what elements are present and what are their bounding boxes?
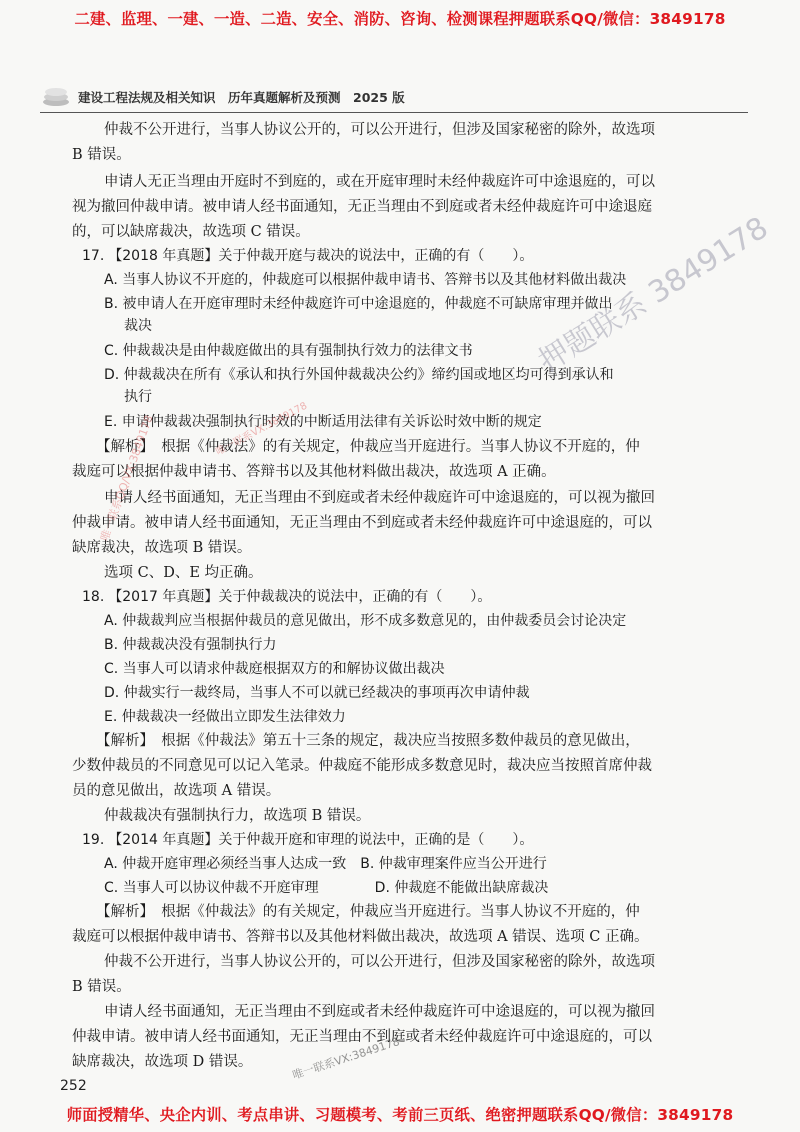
text-line [72,463,556,481]
text-line [72,539,251,557]
text-line [96,903,640,921]
text-line [104,121,655,139]
question-number: 17. [82,248,105,264]
watermark-text: 押题联系 3849178 [532,210,775,380]
text-line [104,879,548,897]
text-line [124,388,152,406]
line-text: 仲裁不公开进行，当事人协议公开的，可以公开进行，但涉及国家秘密的除外，故选项 [104,954,655,970]
text-line [104,855,547,873]
text-line [104,807,370,825]
text-line [104,564,263,582]
text-line [72,514,652,532]
question-number: 19. [82,832,105,848]
line-text: C. 仲裁裁决是由仲裁庭做出的具有强制执行效力的法律文书 [104,343,473,359]
line-text: 裁庭可以根据仲裁申请书、答辩书以及其他材料做出裁决，故选项 A 错误、选项 C 正确。 [72,929,649,945]
line-text: 视为撤回仲裁申请。被申请人经书面通知，无正当理由不到庭或者未经仲裁庭许可中途退庭 [72,199,652,215]
text-line [104,413,542,431]
watermark-text: 唯一联系VX:3849178 [290,1035,402,1082]
line-text: D. 仲裁裁决在所有《承认和执行外国仲裁裁决公约》缔约国或地区均可得到承认和 [104,367,614,383]
line-text: B. 被申请人在开庭审理时未经仲裁庭许可中途退庭的，仲裁庭不可缺席审理并做出 [104,296,613,312]
question-number: 18. [82,589,105,605]
line-text: C. 当事人可以请求仲裁庭根据双方的和解协议做出裁决 [104,661,445,677]
text-line [72,757,652,775]
line-text: 申请人无正当理由开庭时不到庭的，或在开庭审理时未经仲裁庭许可中途退庭的，可以 [104,174,655,190]
text-line [104,612,626,630]
line-text: 仲裁申请。被申请人经书面通知，无正当理由不到庭或者未经仲裁庭许可中途退庭的，可以 [72,515,652,531]
line-text: 裁庭可以根据仲裁申请书、答辩书以及其他材料做出裁决，故选项 A 正确。 [72,464,556,480]
line-text: 【解析】 根据《仲裁法》第五十三条的规定，裁决应当按照多数仲裁员的意见做出， [96,733,640,749]
line-text: C. 当事人可以协议仲裁不开庭审理 D. 仲裁庭不能做出缺席裁决 [104,880,549,896]
text-line [104,366,614,384]
line-text: 执行 [124,389,152,405]
line-text: 缺席裁决，故选项 B 错误。 [72,540,252,556]
bottom-promo-banner: 师面授精华、央企内训、考点串讲、习题模考、考前三页纸、绝密押题联系QQ/微信：3849178 [66,1106,734,1124]
question-line [82,247,533,265]
line-text: 的，可以缺席裁决，故选项 C 错误。 [72,224,310,240]
text-line [104,636,277,654]
text-line [72,146,131,164]
line-text: 缺席裁决，故选项 D 错误。 [72,1054,253,1070]
text-line [72,782,280,800]
question-line [82,831,533,849]
text-line [96,438,640,456]
line-text: A. 仲裁开庭审理必须经当事人达成一致 B. 仲裁审理案件应当公开进行 [104,856,547,872]
line-text: D. 仲裁实行一裁终局，当事人不可以就已经裁决的事项再次申请仲裁 [104,685,530,701]
line-text: 【解析】 根据《仲裁法》的有关规定，仲裁应当开庭进行。当事人协议不开庭的，仲 [96,904,640,920]
line-text: A. 仲裁裁判应当根据仲裁员的意见做出，形不成多数意见的，由仲裁委员会讨论决定 [104,613,627,629]
question-line [82,588,491,606]
text-line [72,223,310,241]
text-line [104,173,655,191]
page-number: 252 [60,1078,87,1094]
line-text: 员的意见做出，故选项 A 错误。 [72,783,281,799]
line-text: E. 申请仲裁裁决强制执行时效的中断适用法律有关诉讼时效中断的规定 [104,414,542,430]
line-text: 【2018 年真题】关于仲裁开庭与裁决的说法中，正确的有（ ）。 [108,248,534,264]
line-text: B 错误。 [72,147,131,163]
text-line [72,198,652,216]
line-text: 裁决 [124,318,152,334]
text-line [104,660,445,678]
text-line [72,928,649,946]
text-line [96,732,640,750]
line-text: E. 仲裁裁决一经做出立即发生法律效力 [104,709,346,725]
line-text: 仲裁不公开进行，当事人协议公开的，可以公开进行，但涉及国家秘密的除外，故选项 [104,122,655,138]
header-title: 建设工程法规及相关知识 历年真题解析及预测 2025 版 [78,90,405,105]
line-text: B 错误。 [72,979,131,995]
text-line [124,317,152,335]
text-line [104,1003,655,1021]
line-text: 【2017 年真题】关于仲裁裁决的说法中，正确的有（ ）。 [108,589,492,605]
text-line [72,1028,652,1046]
watermark-text: 唯一联系VX:3849178 [214,400,310,458]
text-line [104,953,655,971]
text-line [72,978,131,996]
line-text: 仲裁裁决有强制执行力，故选项 B 错误。 [104,808,371,824]
text-line [104,295,613,313]
line-text: 少数仲裁员的不同意见可以记入笔录。仲裁庭不能形成多数意见时，裁决应当按照首席仲裁 [72,758,652,774]
line-text: 仲裁申请。被申请人经书面通知，无正当理由不到庭或者未经仲裁庭许可中途退庭的，可以 [72,1029,652,1045]
line-text: 【2014 年真题】关于仲裁开庭和审理的说法中，正确的是（ ）。 [108,832,534,848]
text-line [104,342,473,360]
text-line [104,271,626,289]
line-text: 选项 C、D、E 均正确。 [104,565,263,581]
top-promo-banner: 二建、监理、一建、一造、二造、安全、消防、咨询、检测课程押题联系QQ/微信：3849178 [74,10,726,28]
text-line [104,684,530,702]
text-line [104,489,655,507]
watermark-text: 唯一联系QQ/VX:3849178 [98,413,156,543]
line-text: 申请人经书面通知，无正当理由不到庭或者未经仲裁庭许可中途退庭的，可以视为撤回 [104,490,655,506]
line-text: B. 仲裁裁决没有强制执行力 [104,637,277,653]
line-text: 【解析】 根据《仲裁法》的有关规定，仲裁应当开庭进行。当事人协议不开庭的，仲 [96,439,640,455]
line-text: 申请人经书面通知，无正当理由不到庭或者未经仲裁庭许可中途退庭的，可以视为撤回 [104,1004,655,1020]
text-line [104,708,346,726]
line-text: A. 当事人协议不开庭的，仲裁庭可以根据仲裁申请书、答辩书以及其他材料做出裁决 [104,272,627,288]
text-line [72,1053,252,1071]
